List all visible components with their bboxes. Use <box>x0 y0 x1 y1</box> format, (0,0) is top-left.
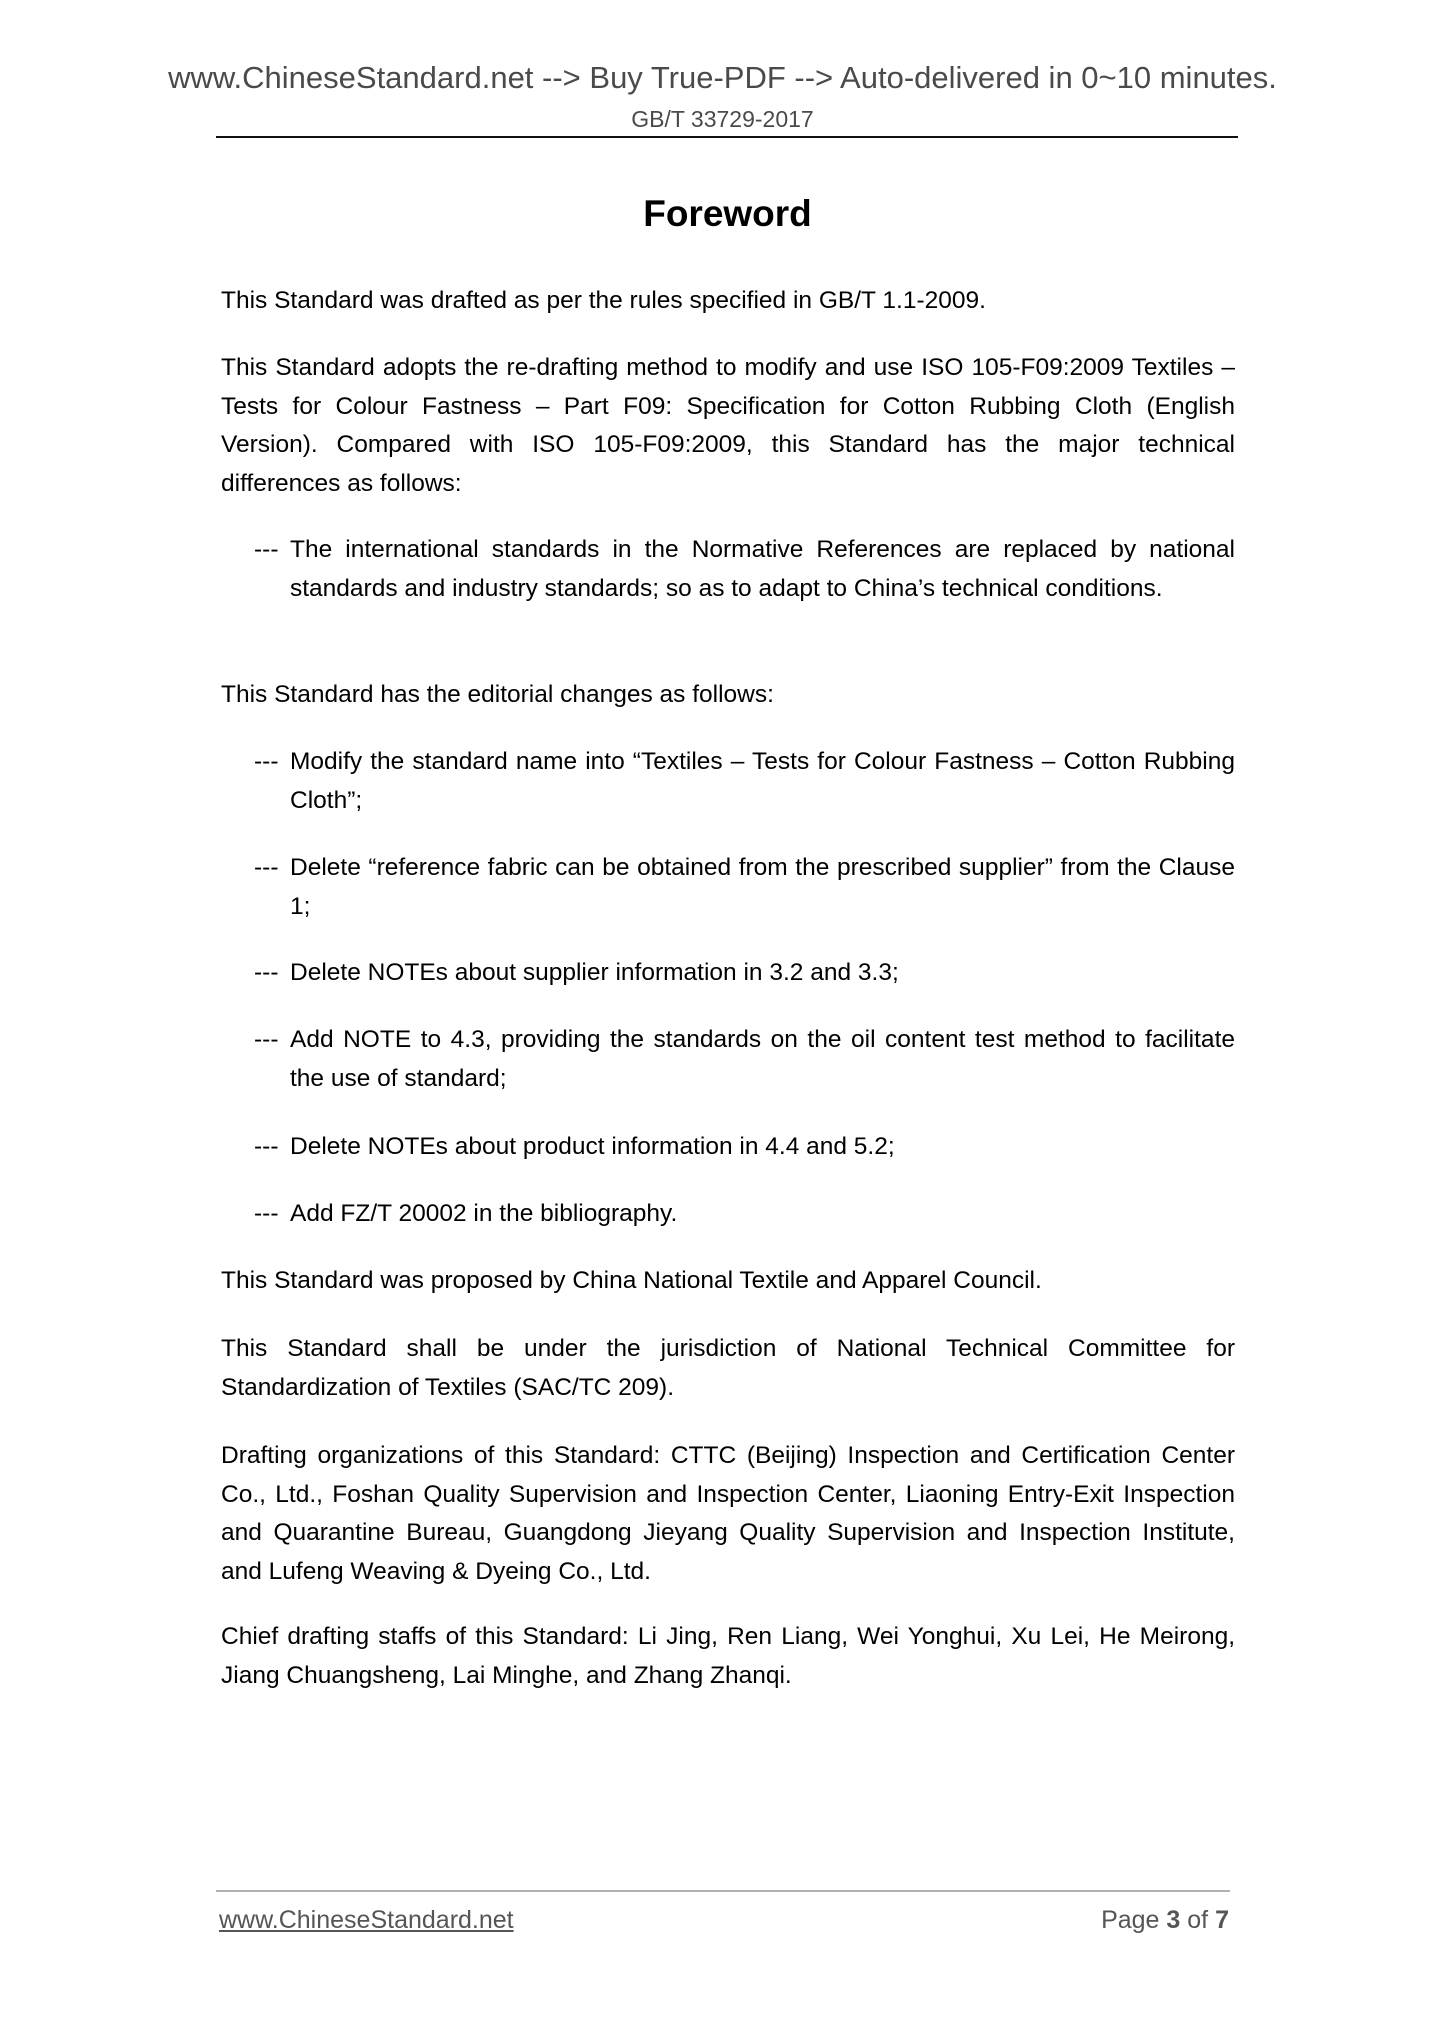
paragraph-drafting-rules: This Standard was drafted as per the rules specified in GB/T 1.1-2009. <box>221 287 986 314</box>
paragraph-editorial-intro: This Standard has the editorial changes as follows: <box>221 681 774 708</box>
list-item-editorial-change <box>254 1021 1235 1098</box>
paragraph-proposed-by: This Standard was proposed by China National Textile and Apparel Council. <box>221 1267 1042 1294</box>
list-item-technical-difference <box>254 531 1235 608</box>
standard-code: GB/T 33729-2017 <box>631 106 814 132</box>
dash-marker: --- <box>254 854 279 881</box>
page-total: 7 <box>1215 1906 1229 1934</box>
footer-website-link[interactable]: www.ChineseStandard.net <box>219 1906 514 1934</box>
dash-marker: --- <box>254 536 279 563</box>
page-title: Foreword <box>643 193 812 234</box>
list-item-editorial-change <box>254 1128 1235 1167</box>
list-item-text: Modify the standard name into “Textiles – Tests for Colour Fastness – Cotton Rubbing Cloth”; <box>290 748 1235 814</box>
header-divider <box>216 136 1238 138</box>
list-item-text: Delete NOTEs about supplier information in 3.2 and 3.3; <box>290 959 899 986</box>
page-of: of <box>1187 1906 1209 1934</box>
page-current: 3 <box>1166 1906 1181 1934</box>
page-prefix: Page <box>1101 1906 1160 1934</box>
list-item-text: Delete “reference fabric can be obtained from the prescribed supplier” from the Clause 1; <box>290 854 1235 920</box>
footer-divider <box>216 1890 1230 1892</box>
dash-marker: --- <box>254 748 279 775</box>
page-number <box>1101 1903 1229 1937</box>
dash-marker: --- <box>254 1026 279 1053</box>
paragraph-jurisdiction: This Standard shall be under the jurisdiction of National Technical Committee for Standardization of Textiles (SAC/TC 209). <box>221 1335 1235 1401</box>
list-item-text: Add FZ/T 20002 in the bibliography. <box>290 1200 678 1227</box>
list-item-editorial-change <box>254 849 1235 926</box>
dash-marker: --- <box>254 1133 279 1160</box>
paragraph-drafting-organizations: Drafting organizations of this Standard: CTTC (Beijing) Inspection and Certification Center Co., Ltd., Foshan Quality Supervision and Inspection Center, Liaoning Entry-Exit Inspection and Quarantine Bureau, Guangdong Jieyang Quality Supervision and Inspection Institute, and Lufeng Weaving & Dyeing Co., Ltd. <box>221 1442 1235 1585</box>
paragraph-chief-drafters: Chief drafting staffs of this Standard: Li Jing, Ren Liang, Wei Yonghui, Xu Lei, He Meirong, Jiang Chuangsheng, Lai Minghe, and Zhang Zhanqi. <box>221 1623 1235 1689</box>
list-item-editorial-change <box>254 743 1235 820</box>
list-item-editorial-change <box>254 1195 1235 1234</box>
list-item-text: Add NOTE to 4.3, providing the standards on the oil content test method to facilitate the use of standard; <box>290 1026 1235 1092</box>
list-item-editorial-change <box>254 954 1235 993</box>
paragraph-adoption-method: This Standard adopts the re-drafting method to modify and use ISO 105-F09:2009 Textiles – Tests for Colour Fastness – Part F09: Specification for Cotton Rubbing Cloth (English Version). Compared with ISO 105-F09:2009, this Standard has the major technical differences as follows: <box>221 354 1235 497</box>
dash-marker: --- <box>254 1200 279 1227</box>
header-banner: www.ChineseStandard.net --> Buy True-PDF --> Auto-delivered in 0~10 minutes. <box>168 60 1277 95</box>
dash-marker: --- <box>254 959 279 986</box>
list-item-text: Delete NOTEs about product information in 4.4 and 5.2; <box>290 1133 895 1160</box>
list-item-text: The international standards in the Normative References are replaced by national standards and industry standards; so as to adapt to China’s technical conditions. <box>290 536 1235 602</box>
